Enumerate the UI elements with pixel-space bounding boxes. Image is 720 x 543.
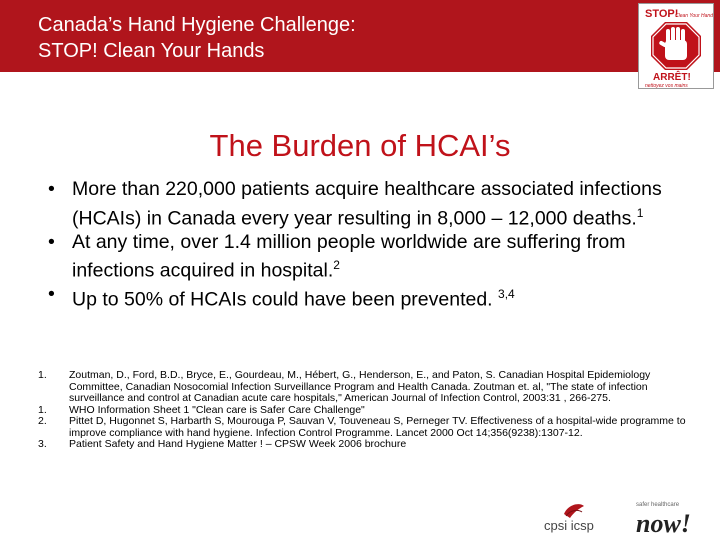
bullet-text: More than 220,000 patients acquire healthcare associated infections (HCAIs) in Canada every year resulting in 8,000 – 12,000 deaths. bbox=[72, 178, 662, 229]
safer-healthcare-now-logo bbox=[630, 496, 716, 538]
bullet-item bbox=[48, 283, 708, 312]
bullet-item bbox=[48, 231, 708, 284]
bullet-sup: 3,4 bbox=[498, 287, 515, 301]
slide-title: The Burden of HCAI’s bbox=[209, 128, 511, 163]
stop-hand-icon bbox=[639, 4, 713, 88]
reference-item bbox=[38, 416, 698, 439]
bullet-sup: 2 bbox=[333, 258, 340, 272]
reference-text: Pittet D, Hugonnet S, Harbarth S, Mourouga P, Sauvan V, Touveneau S, Perneger TV. Effectiveness of a hospital-wide programme to improve compliance with hand hygiene. Infection Control Programme. Lancet 2000 Oct 14;356(9238):1307-12. bbox=[69, 415, 686, 439]
reference-item bbox=[38, 370, 698, 405]
reference-text: WHO Information Sheet 1 "Clean care is Safer Care Challenge" bbox=[69, 403, 365, 416]
logo-arret-sub: nettoyez vos mains bbox=[645, 83, 688, 88]
bullet-text: Up to 50% of HCAIs could have been prevented. bbox=[72, 288, 493, 311]
now-text: now! bbox=[636, 509, 691, 538]
now-sub-text: safer healthcare bbox=[636, 502, 680, 508]
logo-stop-text: STOP! bbox=[645, 8, 679, 20]
bullet-list bbox=[48, 178, 708, 312]
reference-number: 1. bbox=[38, 403, 47, 416]
bullet-item bbox=[48, 178, 708, 231]
reference-text: Zoutman, D., Ford, B.D., Bryce, E., Gourdeau, M., Hébert, G., Henderson, E., and Paton, S. Canadian Hospital Epidemiology Committee, Canadian Nosocomial Infection Surveillance Program and Health Canada. Zoutman et. al, "The state of infection surveillance and control at Canadian acute care hospitals," American Journal of Infection Control, 2003:31 , 266-275. bbox=[69, 369, 651, 404]
reference-number: 2. bbox=[38, 415, 47, 427]
header-title bbox=[38, 12, 356, 64]
reference-number: 3. bbox=[38, 438, 47, 450]
references bbox=[38, 370, 698, 451]
bullet-sup: 1 bbox=[636, 205, 644, 220]
reference-item bbox=[38, 439, 698, 451]
reference-number: 1. bbox=[38, 369, 47, 381]
cpsi-leaf-icon bbox=[540, 500, 612, 536]
cpsi-logo bbox=[540, 500, 612, 536]
bullet-text: At any time, over 1.4 million people worldwide are suffering from infections acquired in hospital. bbox=[72, 230, 626, 282]
logo-arret-text: ARRÊT! bbox=[653, 72, 691, 83]
logo-stop-sub: Clean Your Hands bbox=[675, 13, 713, 19]
header-bar bbox=[0, 0, 720, 72]
header-title-line1: Canada’s Hand Hygiene Challenge: bbox=[38, 14, 356, 36]
header-title-line2: STOP! Clean Your Hands bbox=[38, 40, 265, 62]
stop-clean-your-hands-logo bbox=[638, 3, 714, 89]
cpsi-text: cpsi icsp bbox=[544, 518, 594, 533]
reference-text: Patient Safety and Hand Hygiene Matter ! – CPSW Week 2006 brochure bbox=[69, 438, 407, 450]
